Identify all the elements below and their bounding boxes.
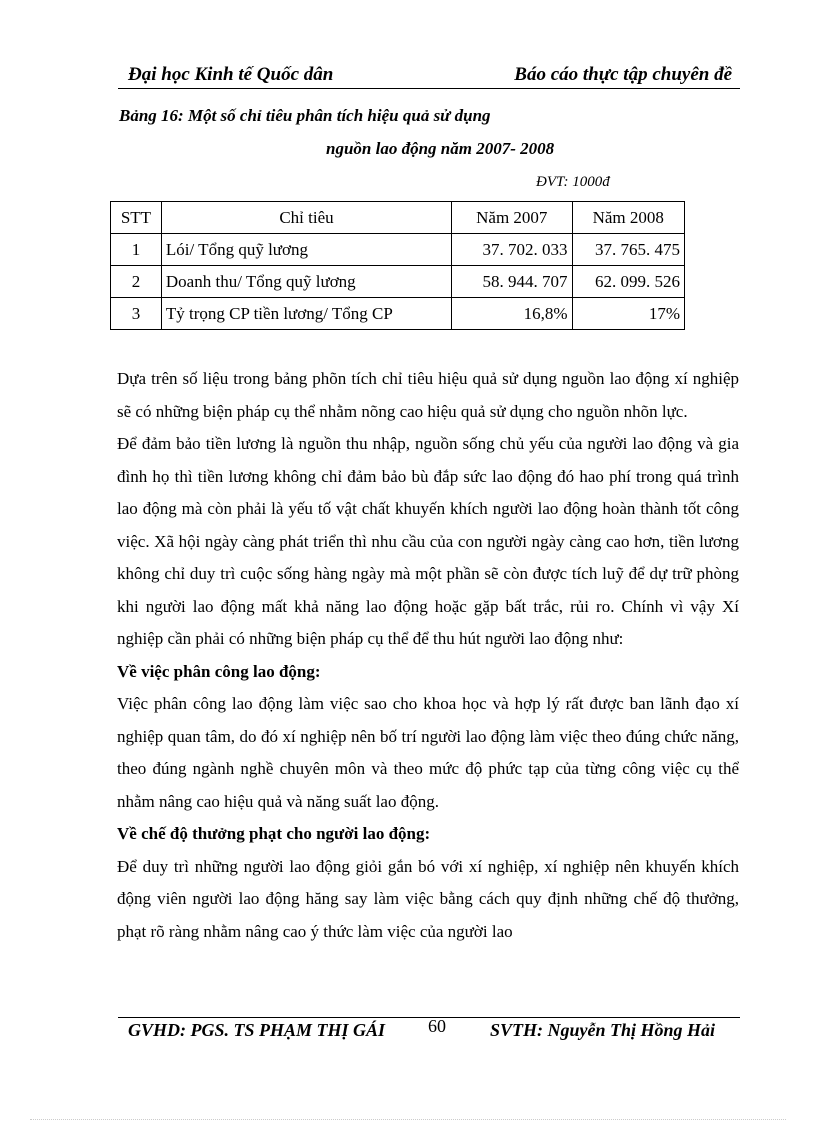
table-unit: ĐVT: 1000đ	[536, 174, 610, 190]
cell-2007: 58. 944. 707	[452, 266, 572, 298]
section-heading-reward-penalty: Về chế độ thưởng phạt cho người lao động:	[117, 824, 431, 843]
body-text	[117, 363, 739, 948]
table-row	[111, 266, 685, 298]
cell-2008: 37. 765. 475	[572, 234, 684, 266]
page-boundary	[30, 1119, 786, 1120]
col-header-2008: Năm 2008	[572, 202, 684, 234]
paragraph: Để đảm bảo tiền lương là nguồn thu nhập, nguồn sống chủ yếu của người lao động và gia đình họ thì tiền lương không chỉ đảm bảo bù đắp sức lao động đó hao phí trong quá trình lao động mà còn phải là yếu tố vật chất khuyến khích người lao động hoàn thành tốt công việc. Xã hội ngày càng phát triển thì nhu cầu của con người ngày càng cao hơn, tiền lương không chỉ duy trì cuộc sống hàng ngày mà một phần sẽ còn được tích luỹ để dự trữ phòng khi người lao động mất khả năng lao động hoặc gặp bất trắc, rủi ro. Chính vì vậy Xí nghiệp cần phải có những biện pháp cụ thể để thu hút người lao động như:	[117, 434, 739, 648]
col-header-stt: STT	[111, 202, 162, 234]
header-university: Đại học Kinh tế Quốc dân	[128, 64, 334, 85]
cell-stt: 1	[111, 234, 162, 266]
cell-stt: 2	[111, 266, 162, 298]
cell-indicator: Doanh thu/ Tổng quỹ lương	[161, 266, 451, 298]
section-heading-labor-assignment: Về việc phân công lao động:	[117, 661, 321, 681]
cell-stt: 3	[111, 298, 162, 330]
cell-indicator: Tỷ trọng CP tiền lương/ Tổng CP	[161, 298, 451, 330]
indicator-table	[110, 201, 685, 330]
cell-2008: 17%	[572, 298, 684, 330]
table-row	[111, 234, 685, 266]
table-row	[111, 298, 685, 330]
table-subtitle: nguồn lao động năm 2007- 2008	[326, 139, 555, 158]
header-divider	[118, 88, 740, 89]
cell-2007: 16,8%	[452, 298, 572, 330]
footer-supervisor: GVHD: PGS. TS PHẠM THỊ GÁI	[128, 1020, 386, 1040]
page-number: 60	[428, 1016, 446, 1036]
cell-2007: 37. 702. 033	[452, 234, 572, 266]
paragraph: Việc phân công lao động làm việc sao cho khoa học và hợp lý rất được ban lãnh đạo xí nghiệp quan tâm, do đó xí nghiệp nên bố trí người lao động làm việc theo đúng chức năng, theo đúng ngành nghề chuyên môn và theo mức độ phức tạp của từng công việc cụ thể nhằm nâng cao hiệu quả và năng suất lao động.	[117, 694, 739, 811]
col-header-indicator: Chỉ tiêu	[161, 202, 451, 234]
footer-student: SVTH: Nguyễn Thị Hồng Hải	[490, 1020, 716, 1040]
header-report-type: Báo cáo thực tập chuyên đề	[514, 64, 732, 85]
cell-2008: 62. 099. 526	[572, 266, 684, 298]
col-header-2007: Năm 2007	[452, 202, 572, 234]
paragraph: Để duy trì những người lao động giỏi gắn bó với xí nghiệp, xí nghiệp nên khuyến khích động viên người lao động hăng say làm việc bằng cách quy định những chế độ thưởng, phạt rõ ràng nhằm nâng cao ý thức làm việc của người lao	[117, 856, 739, 941]
table-title: Bảng 16: Một số chỉ tiêu phân tích hiệu quả sử dụng	[119, 106, 491, 125]
paragraph: Dựa trên số liệu trong bảng phõn tích chỉ tiêu hiệu quả sử dụng nguồn lao động xí nghiệp sẽ có những biện pháp cụ thể nhằm nõng cao hiệu quả sử dụng cho nguồn nhõn lực.	[117, 369, 739, 421]
table-header-row	[111, 202, 685, 234]
cell-indicator: Lói/ Tổng quỹ lương	[161, 234, 451, 266]
